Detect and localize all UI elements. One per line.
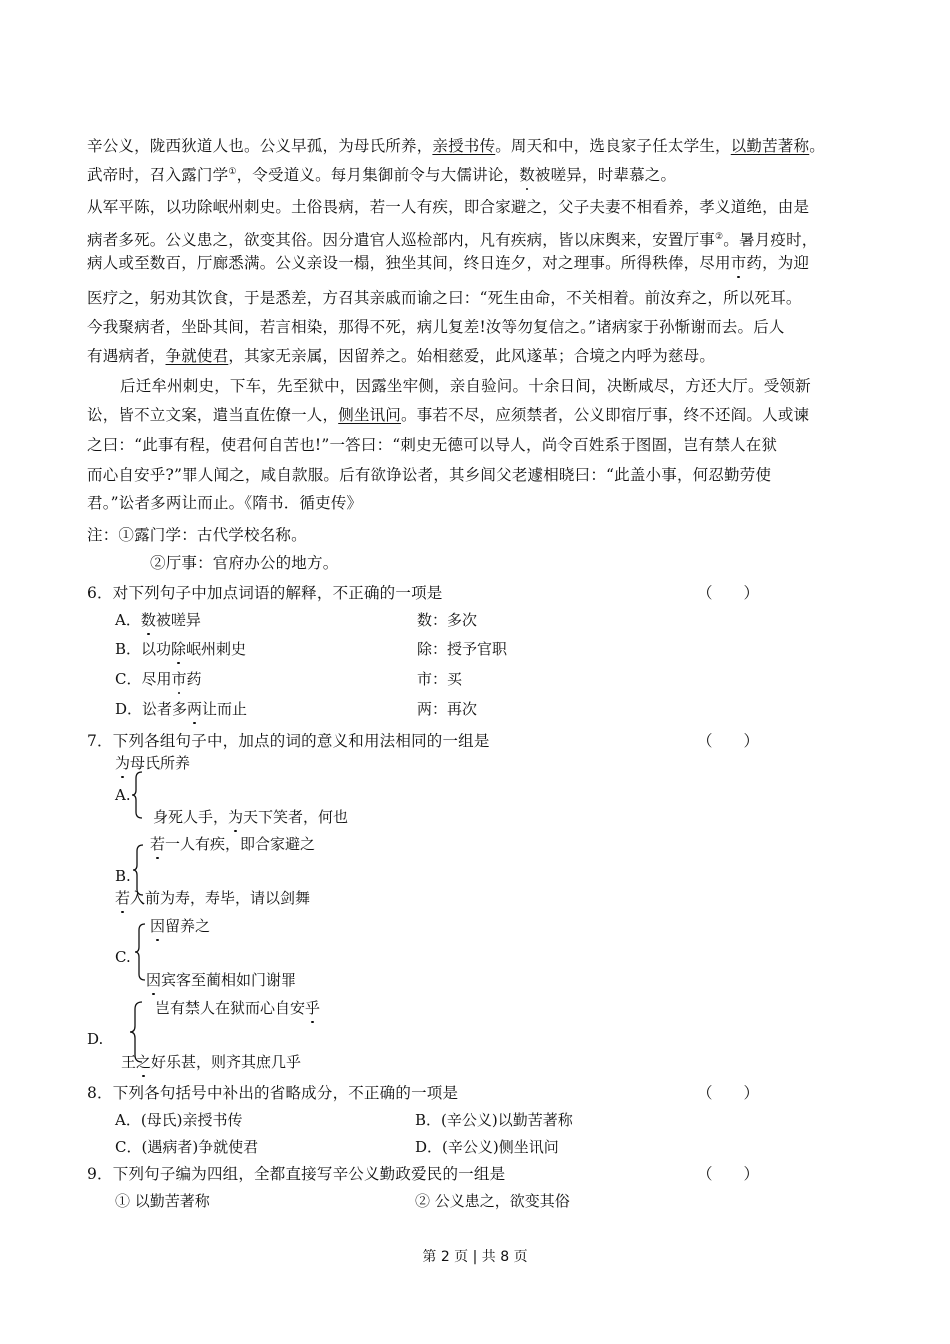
q6-option-a [115,609,201,631]
underlined-phrase: 亲授书传 [432,137,496,155]
text: 辛公义，陇西狄道人也。公义早孤，为母氏所养， [87,137,433,155]
text: 被嗟异 [155,611,201,629]
underlined-phrase: 侧坐讯问 [338,406,402,424]
dotted-word: 为 [228,808,244,826]
text: 。 [809,137,825,155]
passage-line [87,135,825,157]
text: 。事若不尽，应须禁者，公义即宿厅事，终不还阎。人或谏 [401,406,810,424]
q7-b-label: B. [115,867,131,885]
text: 。暑月疫时， [723,231,818,250]
passage-line: 之曰：“此事有程，使君何自苦也!”一答曰：“刺史无德可以导人，尚令百姓系于图圄，岂有禁人在狱 [87,436,778,454]
q8-answer-paren: （ ） [697,1084,760,1102]
text: 病者多死。公义患之，欲变其俗。因分遣官人巡检部内，凡有疾病，皆以床舆来，安置厅事 [87,231,716,250]
note-1: 注：①露门学：古代学校名称。 [87,526,307,544]
q7-stem: 7．下列各组句子中，加点的词的意义和用法相同的一组是 [87,732,490,750]
passage-line: 从军平陈，以功除岷州刺史。土俗畏病，若一人有疾，即合家避之，父子夫妻不相看养，孝义道绝，由是 [87,198,810,216]
text: 身死人手， [153,808,229,826]
page-footer: 第 2 页 | 共 8 页 [422,1249,528,1265]
q8-option-d: D．(辛公义)侧坐讯问 [415,1138,559,1156]
note-2: ②厅事：官府办公的地方。 [150,554,339,572]
note-marker: ① [228,167,237,177]
underlined-phrase: 以勤苦著称 [730,137,810,155]
dotted-word: 除 [171,640,187,658]
text: 好乐甚，则齐其庶几乎 [151,1053,302,1071]
dotted-word: 若 [115,889,131,907]
q7-d-label: D. [87,1030,104,1048]
text: 岷州刺史 [186,640,247,658]
q6-option-b-explanation: 除：授予官职 [417,640,508,658]
q9-stem: 9．下列句子编为四组，全都直接写辛公义勤政爱民的一组是 [87,1165,506,1183]
passage-line: 后迁牟州刺史，下车，先至狱中，因露坐牢侧，亲自验问。十余日间，决断咸尽，方还大厅。受领新 [120,377,811,395]
q7-c-line1 [150,915,210,937]
text: 药，为迎 [746,254,810,272]
dotted-word: 市 [730,254,747,272]
q8-stem: 8．下列各句括号中补出的省略成分，不正确的一项是 [87,1084,459,1102]
q8-option-b: B．(辛公义)以勤苦著称 [415,1111,573,1129]
passage-line [87,252,809,274]
dotted-word: 若 [150,835,166,853]
q7-b-line1 [150,833,315,855]
q8-option-a: A．(母氏)亲授书传 [115,1111,243,1129]
q6-option-d [115,698,247,720]
q7-b-line2 [115,887,310,909]
q6-option-b [115,638,246,660]
dotted-word: 因 [150,917,166,935]
text: 母氏所养 [130,754,191,772]
passage-line [87,161,676,186]
q7-c-label: C. [115,948,131,966]
text: 被嗟异，时辈慕之。 [534,166,677,185]
text: C．尽用 [115,670,172,688]
q7-d-line2 [121,1051,301,1073]
text: ，其家无亲属，因留养之。始相慈爱，此风遂革；合境之内呼为慈母。 [228,347,716,365]
text: B．以功 [115,640,172,658]
q6-option-a-explanation: 数：多次 [417,611,478,629]
text: 药 [186,670,202,688]
dotted-word: 数 [140,611,156,629]
dotted-word: 为 [115,754,131,772]
dotted-word: 两 [187,700,203,718]
note-marker: ② [715,232,724,242]
q6-answer-paren: （ ） [697,584,760,602]
dotted-word: 市 [171,670,187,688]
text: 王 [121,1053,137,1071]
passage-line: 君。”讼者多两让而止。《隋书．循吏传》 [87,494,363,512]
text: 讼，皆不立文案，遣当直佐僚一人， [87,406,339,424]
passage-line [87,226,818,251]
text: 入前为寿，寿毕，请以剑舞 [130,889,311,907]
brace-a [132,770,144,820]
q7-answer-paren: （ ） [697,732,760,750]
text: A． [115,611,141,629]
passage-line: 而心自安乎?”罪人闻之，咸自款服。后有欲诤讼者，其乡闾父老遽相晓曰：“此盖小事，何忍勤劳使 [87,466,772,484]
text: 。周天和中，选良家子任太学生， [495,137,731,155]
q9-item-1: ① 以勤苦著称 [115,1192,210,1210]
q6-stem: 6．对下列句子中加点词语的解释，不正确的一项是 [87,584,443,602]
text: 天下笑者，何也 [243,808,349,826]
passage-line [87,404,809,426]
q7-d-line1 [155,997,320,1019]
dotted-word: 乎 [305,999,321,1017]
text: 让而止 [202,700,248,718]
text: 病人或至数百，厅廊悉满。公义亲设一榻，独坐其间，终日连夕，对之理事。所得秩俸，尽用 [87,254,731,272]
text: 武帝时，召入露门学 [87,166,229,185]
passage-line: 医疗之，躬劝其饮食，于是悉差，方召其亲戚而谕之曰：“死生由命，不关相着。前汝弃之，所以死耳。 [87,289,802,307]
text: 一人有疾，即合家避之 [165,835,316,853]
q9-item-2: ② 公义患之，欲变其俗 [415,1192,570,1210]
q7-a-line1 [115,752,190,774]
text: 有遇病者， [87,347,166,365]
q7-a-label: A. [115,786,131,804]
dotted-word: 因 [146,971,162,989]
dotted-word: 之 [136,1053,152,1071]
q8-option-c: C．(遇病者)争就使君 [115,1138,259,1156]
text: 岂有禁人在狱而心自安 [155,999,306,1017]
dotted-word: 数 [519,166,535,185]
text: D．讼者多 [115,700,188,718]
q9-answer-paren: （ ） [697,1165,760,1183]
passage-line: 今我聚病者，坐卧其间，若言相染，那得不死，病儿复差!汝等勿复信之。”诸病家于孙惭谢而去。后人 [87,318,785,336]
text: ，令受道义。每月集御前令与大儒讲论， [236,166,520,185]
passage-line [87,345,715,367]
q6-option-c-explanation: 市：买 [417,670,463,688]
q7-a-line2 [153,806,348,828]
underlined-phrase: 争就使君 [165,347,229,365]
q7-c-line2 [146,969,296,991]
text: 宾客至蔺相如门谢罪 [161,971,297,989]
q6-option-c [115,668,202,690]
q6-option-d-explanation: 两：再次 [417,700,478,718]
text: 留养之 [165,917,211,935]
